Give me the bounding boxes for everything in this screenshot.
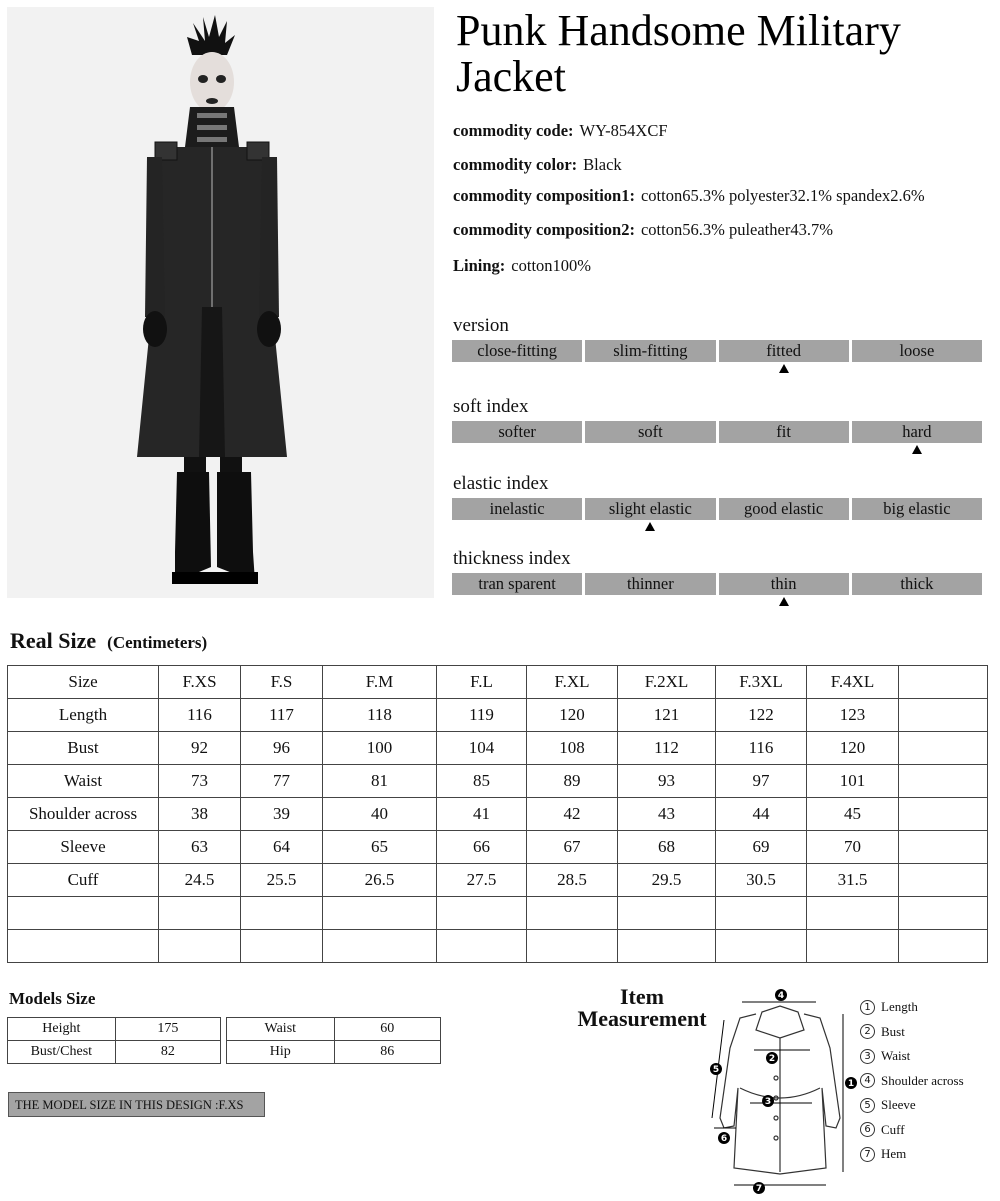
- spec-commodity-color: [453, 155, 622, 175]
- table-row: [8, 1041, 221, 1064]
- models-size-title: Models Size: [9, 989, 96, 1008]
- legend-number-icon: 1: [860, 1000, 875, 1015]
- svg-text:1: 1: [847, 1079, 855, 1089]
- size-cell: 64: [241, 831, 323, 864]
- size-cell: [807, 930, 899, 963]
- version-option: loose: [852, 340, 982, 362]
- size-cell: 112: [618, 732, 716, 765]
- legend-number-icon: 3: [860, 1049, 875, 1064]
- size-cell: 85: [437, 765, 527, 798]
- size-cell: 38: [159, 798, 241, 831]
- size-cell: [899, 864, 988, 897]
- size-cell: 69: [716, 831, 807, 864]
- size-cell: 104: [437, 732, 527, 765]
- size-cell: 26.5: [323, 864, 437, 897]
- size-cell: [527, 897, 618, 930]
- size-cell: 121: [618, 699, 716, 732]
- size-cell: 77: [241, 765, 323, 798]
- coat-outline-illustration: [700, 988, 860, 1196]
- size-cell: 43: [618, 798, 716, 831]
- svg-text:5: 5: [712, 1065, 720, 1075]
- size-cell: F.L: [437, 666, 527, 699]
- size-cell: 123: [807, 699, 899, 732]
- size-cell: 40: [323, 798, 437, 831]
- legend-label: Waist: [881, 1048, 911, 1064]
- size-cell: 116: [159, 699, 241, 732]
- size-cell: 96: [241, 732, 323, 765]
- model-size-note: THE MODEL SIZE IN THIS DESIGN :F.XS: [8, 1092, 265, 1117]
- measurement-legend: [860, 995, 964, 1167]
- size-cell: [807, 897, 899, 930]
- size-cell: [899, 831, 988, 864]
- size-cell: 39: [241, 798, 323, 831]
- legend-item: [860, 1142, 964, 1167]
- thickness-index-marker-icon: [779, 597, 789, 606]
- thickness-index-label: thickness index: [453, 548, 571, 569]
- size-cell: [323, 930, 437, 963]
- size-cell: [899, 897, 988, 930]
- size-cell: 122: [716, 699, 807, 732]
- size-cell: [899, 699, 988, 732]
- soft-index-option: hard: [852, 421, 982, 443]
- legend-label: Bust: [881, 1023, 905, 1039]
- size-cell: [241, 930, 323, 963]
- legend-label: Cuff: [881, 1121, 905, 1137]
- size-cell: [899, 930, 988, 963]
- table-row: [8, 864, 988, 897]
- model-measure-label: Hip: [227, 1041, 335, 1064]
- size-cell: [241, 897, 323, 930]
- spec-value: WY-854XCF: [579, 121, 668, 140]
- table-row: [8, 1018, 221, 1041]
- elastic-index-option: slight elastic: [585, 498, 715, 520]
- size-cell: 63: [159, 831, 241, 864]
- legend-label: Hem: [881, 1146, 907, 1162]
- real-size-heading: Real Size: [10, 628, 97, 653]
- item-measurement-title-line2: Measurement: [577, 1006, 707, 1031]
- elastic-index-label: elastic index: [453, 473, 549, 494]
- version-scale: [452, 340, 982, 362]
- elastic-index-scale: [452, 498, 982, 520]
- coat-measurement-diagram: [700, 988, 860, 1201]
- size-cell: 81: [323, 765, 437, 798]
- spec-value: cotton100%: [511, 256, 592, 275]
- size-cell: 27.5: [437, 864, 527, 897]
- size-cell: 41: [437, 798, 527, 831]
- legend-label: Length: [881, 999, 918, 1015]
- spec-label: commodity color:: [453, 155, 578, 174]
- table-row: [227, 1041, 441, 1064]
- size-row-label: Shoulder across: [8, 798, 159, 831]
- legend-item: [860, 1069, 964, 1094]
- size-cell: 120: [807, 732, 899, 765]
- version-option: fitted: [719, 340, 849, 362]
- table-row: [8, 897, 988, 930]
- soft-index-option: softer: [452, 421, 582, 443]
- size-cell: [899, 666, 988, 699]
- size-cell: 120: [527, 699, 618, 732]
- version-label: version: [453, 315, 509, 336]
- spec-label: Lining:: [453, 256, 506, 275]
- legend-item: [860, 1093, 964, 1118]
- product-title: Punk Handsome Military Jacket: [456, 6, 901, 101]
- size-cell: [618, 930, 716, 963]
- size-cell: 31.5: [807, 864, 899, 897]
- spec-value: cotton56.3% puleather43.7%: [640, 220, 833, 239]
- table-row: [8, 831, 988, 864]
- size-cell: 28.5: [527, 864, 618, 897]
- model-figure-illustration: [7, 7, 434, 598]
- model-measure-label: Height: [8, 1018, 116, 1041]
- size-cell: [159, 930, 241, 963]
- table-row: [227, 1018, 441, 1041]
- size-cell: [716, 897, 807, 930]
- soft-index-option: fit: [719, 421, 849, 443]
- size-cell: F.2XL: [618, 666, 716, 699]
- soft-index-marker-icon: [912, 445, 922, 454]
- thickness-index-option: thick: [852, 573, 982, 595]
- soft-index-label: soft index: [453, 396, 529, 417]
- table-row: [8, 930, 988, 963]
- soft-index-option: soft: [585, 421, 715, 443]
- real-size-title: [10, 628, 207, 654]
- size-cell: [527, 930, 618, 963]
- size-cell: 116: [716, 732, 807, 765]
- size-cell: 108: [527, 732, 618, 765]
- size-row-label: [8, 930, 159, 963]
- model-measure-label: Waist: [227, 1018, 335, 1041]
- size-table: [7, 665, 988, 963]
- size-cell: 24.5: [159, 864, 241, 897]
- legend-number-icon: 2: [860, 1024, 875, 1039]
- version-option: close-fitting: [452, 340, 582, 362]
- size-cell: F.XS: [159, 666, 241, 699]
- spec-label: commodity code:: [453, 121, 574, 140]
- size-cell: 29.5: [618, 864, 716, 897]
- size-cell: [899, 798, 988, 831]
- table-row: [8, 699, 988, 732]
- legend-item: [860, 1044, 964, 1069]
- size-cell: 45: [807, 798, 899, 831]
- svg-text:3: 3: [764, 1097, 772, 1107]
- size-cell: 66: [437, 831, 527, 864]
- thickness-index-option: thinner: [585, 573, 715, 595]
- legend-number-icon: 7: [860, 1147, 875, 1162]
- size-cell: 73: [159, 765, 241, 798]
- product-photo: [7, 7, 434, 598]
- size-row-label: Size: [8, 666, 159, 699]
- legend-number-icon: 4: [860, 1073, 875, 1088]
- size-cell: 101: [807, 765, 899, 798]
- spec-value: Black: [583, 155, 622, 174]
- legend-number-icon: 5: [860, 1098, 875, 1113]
- model-measure-value: 60: [334, 1018, 440, 1041]
- size-row-label: Cuff: [8, 864, 159, 897]
- size-cell: 70: [807, 831, 899, 864]
- legend-label: Shoulder across: [881, 1072, 964, 1088]
- size-cell: 119: [437, 699, 527, 732]
- models-table-left: [7, 1017, 221, 1064]
- size-cell: 67: [527, 831, 618, 864]
- size-cell: F.3XL: [716, 666, 807, 699]
- size-cell: 100: [323, 732, 437, 765]
- size-cell: 25.5: [241, 864, 323, 897]
- model-measure-value: 86: [334, 1041, 440, 1064]
- size-cell: [437, 930, 527, 963]
- real-size-unit: (Centimeters): [107, 633, 208, 652]
- spec-lining: [453, 256, 591, 276]
- legend-item: [860, 995, 964, 1020]
- size-cell: 117: [241, 699, 323, 732]
- size-cell: 42: [527, 798, 618, 831]
- legend-label: Sleeve: [881, 1097, 916, 1113]
- model-measure-value: 82: [115, 1041, 220, 1064]
- version-option: slim-fitting: [585, 340, 715, 362]
- size-cell: [716, 930, 807, 963]
- size-cell: 118: [323, 699, 437, 732]
- soft-index-scale: [452, 421, 982, 443]
- svg-text:2: 2: [768, 1054, 776, 1064]
- size-cell: F.XL: [527, 666, 618, 699]
- size-cell: [159, 897, 241, 930]
- size-cell: 44: [716, 798, 807, 831]
- spec-composition2: [453, 220, 833, 240]
- item-measurement-title-line1: Item: [620, 984, 664, 1009]
- table-row: [8, 732, 988, 765]
- spec-label: commodity composition2:: [453, 220, 635, 239]
- table-row: [8, 765, 988, 798]
- size-cell: 92: [159, 732, 241, 765]
- table-row: [8, 666, 988, 699]
- model-measure-value: 175: [115, 1018, 220, 1041]
- legend-number-icon: 6: [860, 1122, 875, 1137]
- elastic-index-option: big elastic: [852, 498, 982, 520]
- table-row: [8, 798, 988, 831]
- svg-text:6: 6: [720, 1134, 728, 1144]
- size-row-label: Sleeve: [8, 831, 159, 864]
- size-cell: 65: [323, 831, 437, 864]
- size-cell: F.4XL: [807, 666, 899, 699]
- models-table-right: [226, 1017, 441, 1064]
- size-row-label: [8, 897, 159, 930]
- legend-item: [860, 1118, 964, 1143]
- elastic-index-option: inelastic: [452, 498, 582, 520]
- item-measurement-title: [562, 986, 722, 1030]
- thickness-index-scale: [452, 573, 982, 595]
- size-cell: F.M: [323, 666, 437, 699]
- spec-value: cotton65.3% polyester32.1% spandex2.6%: [640, 186, 925, 205]
- size-cell: 68: [618, 831, 716, 864]
- size-cell: [899, 732, 988, 765]
- size-row-label: Length: [8, 699, 159, 732]
- size-cell: 89: [527, 765, 618, 798]
- svg-text:7: 7: [755, 1184, 763, 1194]
- model-measure-label: Bust/Chest: [8, 1041, 116, 1064]
- size-cell: [899, 765, 988, 798]
- version-marker-icon: [779, 364, 789, 373]
- size-cell: [437, 897, 527, 930]
- spec-commodity-code: [453, 121, 668, 141]
- size-cell: 93: [618, 765, 716, 798]
- size-cell: [618, 897, 716, 930]
- svg-text:4: 4: [777, 991, 785, 1001]
- elastic-index-option: good elastic: [719, 498, 849, 520]
- elastic-index-marker-icon: [645, 522, 655, 531]
- size-row-label: Bust: [8, 732, 159, 765]
- thickness-index-option: tran sparent: [452, 573, 582, 595]
- spec-composition1: [453, 186, 925, 206]
- legend-item: [860, 1020, 964, 1045]
- size-row-label: Waist: [8, 765, 159, 798]
- size-cell: 30.5: [716, 864, 807, 897]
- spec-label: commodity composition1:: [453, 186, 635, 205]
- size-cell: F.S: [241, 666, 323, 699]
- size-cell: [323, 897, 437, 930]
- thickness-index-option: thin: [719, 573, 849, 595]
- size-cell: 97: [716, 765, 807, 798]
